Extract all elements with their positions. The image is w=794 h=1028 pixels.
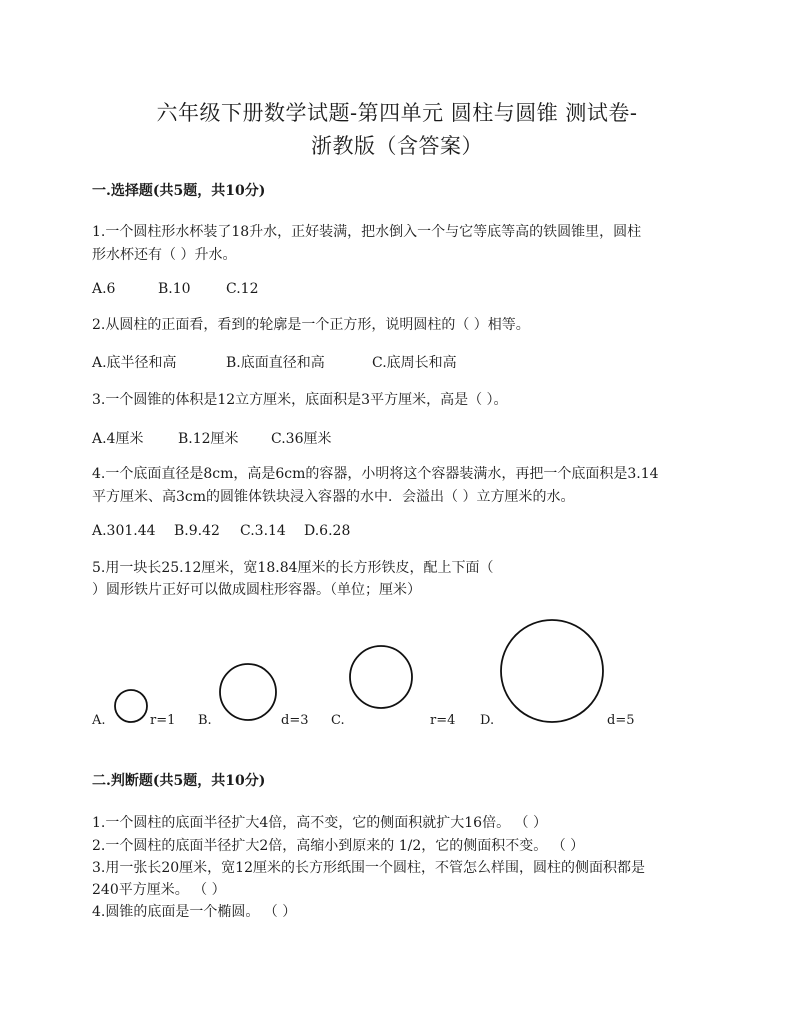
section-1-heading: 一.选择题(共5题，共10分) [92, 183, 266, 199]
figure-c-tag: r=4 [430, 713, 456, 728]
q4-option-c: C.3.14 [240, 523, 286, 539]
circle-option-d [501, 620, 603, 722]
figure-b-letter: B. [198, 713, 212, 728]
q2-options [92, 352, 457, 372]
title-line-1: 六年级下册数学试题-第四单元 圆柱与圆锥 测试卷- [156, 101, 638, 125]
q2-option-b: B.底面直径和高 [226, 355, 325, 371]
q4-text-line-2: 平方厘米、高3cm的圆锥体铁块浸入容器的水中．会溢出（ ）立方厘米的水。 [92, 489, 575, 505]
q4-option-a: A.301.44 [92, 523, 156, 539]
q1-option-a: A.6 [92, 281, 116, 297]
figure-c-letter: C. [331, 713, 345, 728]
q4-option-b: B.9.42 [174, 523, 220, 539]
figure-d-tag: d=5 [607, 713, 635, 728]
circle-option-c [350, 646, 412, 708]
circles-figure [0, 610, 794, 740]
q3-text: 3.一个圆锥的体积是12立方厘米，底面积是3平方厘米，高是（ ）。 [92, 392, 508, 408]
judge-item-3-line-2: 240平方厘米。 （ ） [92, 882, 226, 898]
q1-option-b: B.10 [158, 281, 191, 297]
figure-a-tag: r=1 [150, 713, 176, 728]
q4-option-d: D.6.28 [304, 523, 351, 539]
figure-d-letter: D. [480, 713, 495, 728]
q3-option-a: A.4厘米 [92, 431, 144, 447]
figure-b-tag: d=3 [281, 713, 309, 728]
judge-item-1: 1.一个圆柱的底面半径扩大4倍，高不变，它的侧面积就扩大16倍。 （ ） [92, 815, 547, 831]
q5-text-line-2: ）圆形铁片正好可以做成圆柱形容器。（单位；厘米） [92, 582, 421, 598]
q2-text: 2.从圆柱的正面看，看到的轮廓是一个正方形，说明圆柱的（ ）相等。 [92, 317, 530, 333]
judge-item-2: 2.一个圆柱的底面半径扩大2倍，高缩小到原来的 1/2，它的侧面积不变。 （ ） [92, 838, 585, 854]
circle-option-b [220, 664, 276, 720]
q3-options [92, 428, 331, 448]
q5-circle-options [0, 610, 794, 740]
figure-a-letter: A. [92, 713, 106, 728]
circle-option-a [115, 690, 147, 722]
q3-option-c: C.36厘米 [271, 431, 332, 447]
title-line-2: 浙教版（含答案） [311, 134, 483, 158]
q1-option-c: C.12 [226, 281, 259, 297]
q4-options [92, 523, 350, 539]
q1-text-line-1: 1.一个圆柱形水杯装了18升水，正好装满，把水倒入一个与它等底等高的铁圆锥里，圆柱 [92, 224, 642, 240]
judge-item-4: 4.圆锥的底面是一个椭圆。 （ ） [92, 904, 297, 920]
q1-options [92, 281, 258, 297]
q5-text-line-1: 5.用一块长25.12厘米，宽18.84厘米的长方形铁皮，配上下面（ [92, 560, 494, 576]
q2-option-a: A.底半径和高 [92, 355, 177, 371]
q4-text-line-1: 4.一个底面直径是8cm，高是6cm的容器，小明将这个容器装满水，再把一个底面积是3.14 [92, 466, 659, 482]
q2-option-c: C.底周长和高 [372, 355, 457, 371]
q1-text-line-2: 形水杯还有（ ）升水。 [92, 247, 237, 263]
section-2-heading: 二.判断题(共5题，共10分) [92, 773, 266, 789]
judge-item-3-line-1: 3.用一张长20厘米，宽12厘米的长方形纸围一个圆柱，不管怎么样围，圆柱的侧面积都是 [92, 860, 645, 876]
q3-option-b: B.12厘米 [178, 431, 239, 447]
